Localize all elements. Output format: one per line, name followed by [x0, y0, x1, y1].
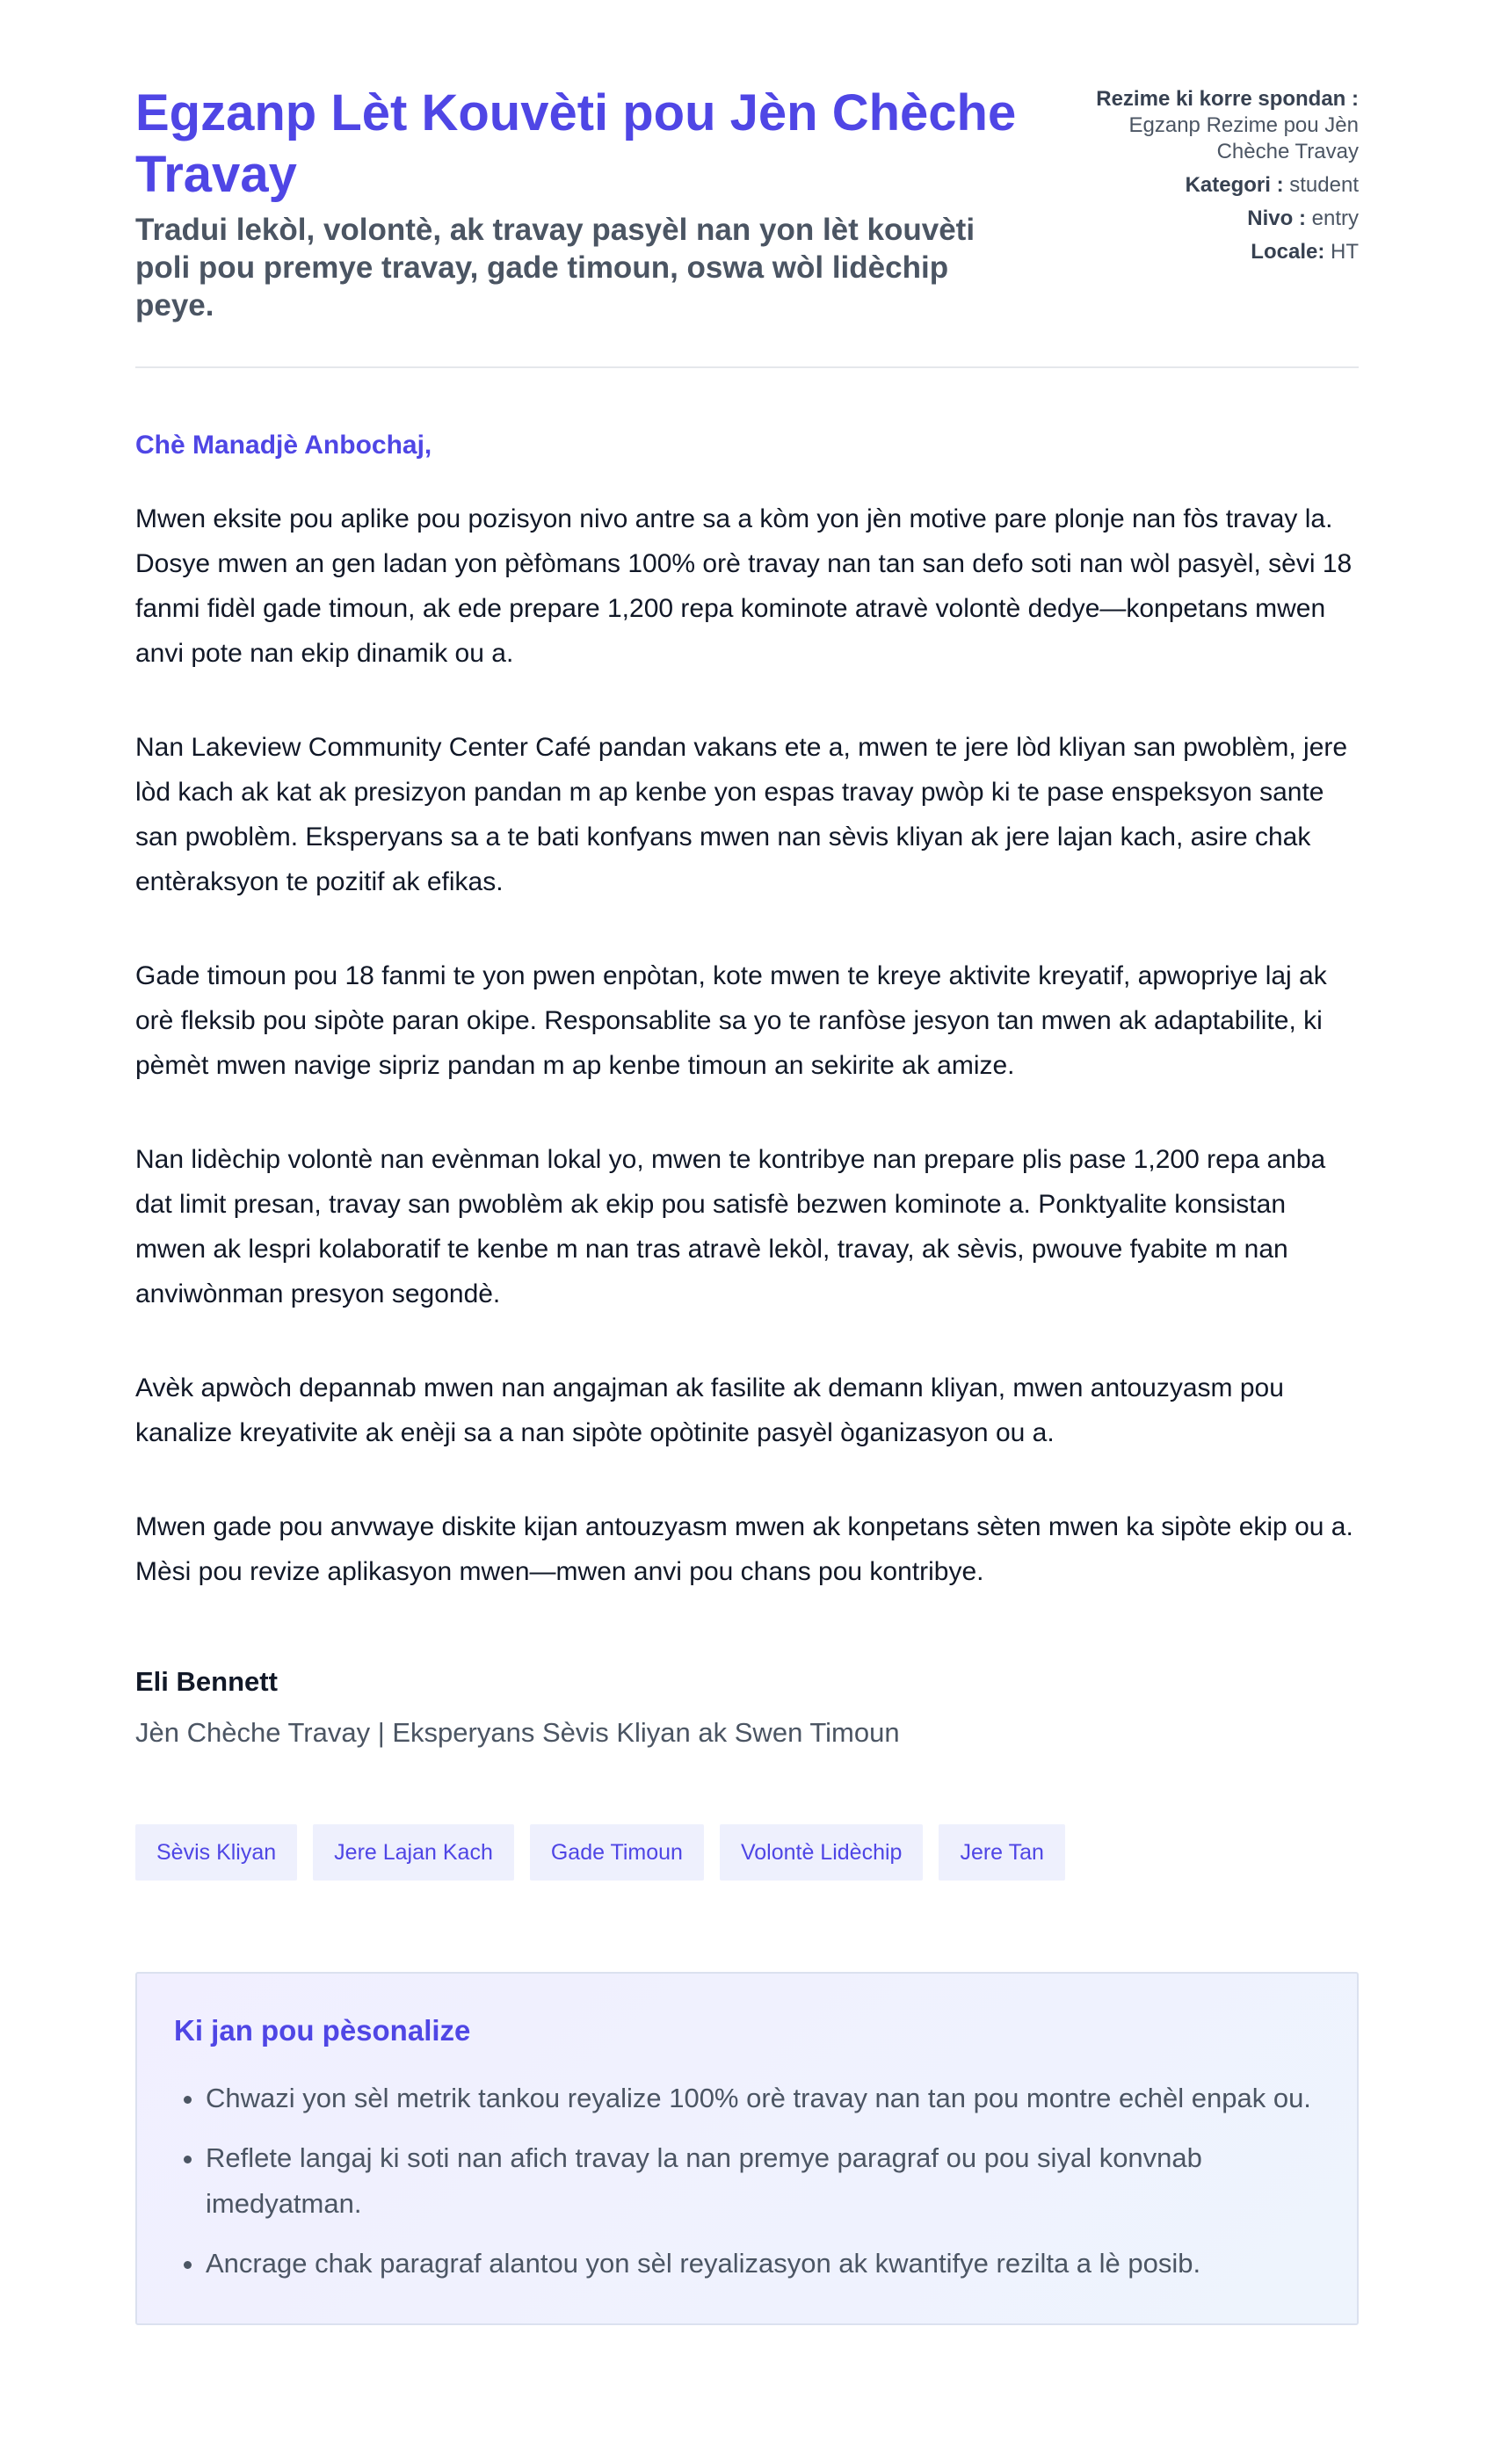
- letter-paragraph: Gade timoun pou 18 fanmi te yon pwen enpòtan, kote mwen te kreye aktivite kreyatif, apwopriye laj ak orè fleksib pou sipòte paran okipe. Responsablite sa yo te ranfòse jesyon tan mwen ak adaptabilite, ki pèmèt mwen navige sipriz pandan m ap kenbe timoun an sekirite ak amize.: [135, 961, 1327, 1080]
- meta-locale: [1060, 239, 1359, 265]
- meta-category: [1060, 172, 1359, 199]
- page-title: Egzanp Lèt Kouvèti pou Jèn Chèche Travay: [135, 84, 1017, 203]
- letter-paragraph: Avèk apwòch depannab mwen nan angajman ak fasilite ak demann kliyan, mwen antouzyasm pou kanalize kreyativite ak enèji sa a nan sipòte opòtinite pasyèl òganizasyon ou a.: [135, 1373, 1284, 1447]
- page-subtitle: Tradui lekòl, volontè, ak travay pasyèl nan yon lèt kouvèti poli pou premye travay, gade timoun, oswa wòl lidèchip peye.: [135, 213, 975, 322]
- meta-resume: [1060, 86, 1359, 165]
- tips-title: Ki jan pou pèsonalize: [174, 2014, 471, 2047]
- skill-tags: [135, 1824, 1359, 1881]
- tip-item: • Ancrage chak paragraf alantou yon sèl reyalizasyon ak kwantifye rezilta a lè posib.: [206, 2241, 1320, 2286]
- letter-body: [135, 496, 1359, 1594]
- meta-locale-label: Locale:: [1251, 240, 1325, 264]
- skill-tag: Volontè Lidèchip: [720, 1824, 923, 1881]
- meta-level-label: Nivo :: [1247, 207, 1306, 230]
- meta-level: [1060, 206, 1359, 232]
- tips-list: [174, 2076, 1320, 2286]
- meta-locale-value: HT: [1331, 240, 1359, 264]
- letter-paragraph: Mwen eksite pou aplike pou pozisyon nivo antre sa a kòm yon jèn motive pare plonje nan fòs travay la. Dosye mwen an gen ladan yon pèfòmans 100% orè travay nan tan san defo soti nan wòl pasyèl, sèvi 18 fanmi fidèl gade timoun, ak ede prepare 1,200 repa kominote atravè volontè dedye—konpetans mwen anvi pote nan ekip dinamik ou a.: [135, 504, 1353, 668]
- skill-tag: Gade Timoun: [530, 1824, 704, 1881]
- document-header: [135, 0, 1359, 368]
- document-meta: [1060, 83, 1359, 272]
- letter-paragraph: Mwen gade pou anvwaye diskite kijan antouzyasm mwen ak konpetans sèten mwen ka sipòte ekip ou a. Mèsi pou revize aplikasyon mwen—mwen anvi pou chans pou kontribye.: [135, 1512, 1353, 1586]
- customization-tips: [135, 1972, 1359, 2325]
- letter-paragraph: Nan lidèchip volontè nan evènman lokal yo, mwen te kontribye nan prepare plis pase 1,200 repa anba dat limit presan, travay san pwoblèm ak ekip pou satisfè bezwen kominote a. Ponktyalite konsistan mwen ak lespri kolaboratif te kenbe m nan tras atravè lekòl, travay, ak sèvis, pwouve fyabite m nan anviwònman presyon segondè.: [135, 1145, 1326, 1308]
- header-titles: [135, 83, 1041, 324]
- skill-tag: Jere Lajan Kach: [313, 1824, 514, 1881]
- tip-item: • Reflete langaj ki soti nan afich travay la nan premye paragraf ou pou siyal konvnab imedyatman.: [206, 2135, 1320, 2227]
- letter-signature: [135, 1664, 1359, 1750]
- skill-tag: Sèvis Kliyan: [135, 1824, 297, 1881]
- letter-salutation: Chè Manadjè Anbochaj,: [135, 431, 432, 460]
- skill-tag: Jere Tan: [939, 1824, 1064, 1881]
- meta-category-label: Kategori :: [1185, 173, 1284, 197]
- meta-resume-label: Rezime ki korre spondan :: [1096, 87, 1359, 111]
- signature-name: Eli Bennett: [135, 1666, 278, 1697]
- signature-title: Jèn Chèche Travay | Eksperyans Sèvis Kliyan ak Swen Timoun: [135, 1717, 900, 1748]
- meta-category-value: student: [1289, 173, 1359, 197]
- letter-paragraph: Nan Lakeview Community Center Café pandan vakans ete a, mwen te jere lòd kliyan san pwoblèm, jere lòd kach ak kat ak presizyon pandan m ap kenbe yon espas travay pwòp ki te pase enspeksyon sante san pwoblèm. Eksperyans sa a te bati konfyans mwen nan sèvis kliyan ak jere lajan kach, asire chak entèraksyon te pozitif ak efikas.: [135, 733, 1348, 896]
- tip-item: • Chwazi yon sèl metrik tankou reyalize 100% orè travay nan tan pou montre echèl enpak ou.: [206, 2076, 1320, 2121]
- meta-level-value: entry: [1311, 207, 1359, 230]
- meta-resume-value: Egzanp Rezime pou Jèn Chèche Travay: [1128, 113, 1359, 163]
